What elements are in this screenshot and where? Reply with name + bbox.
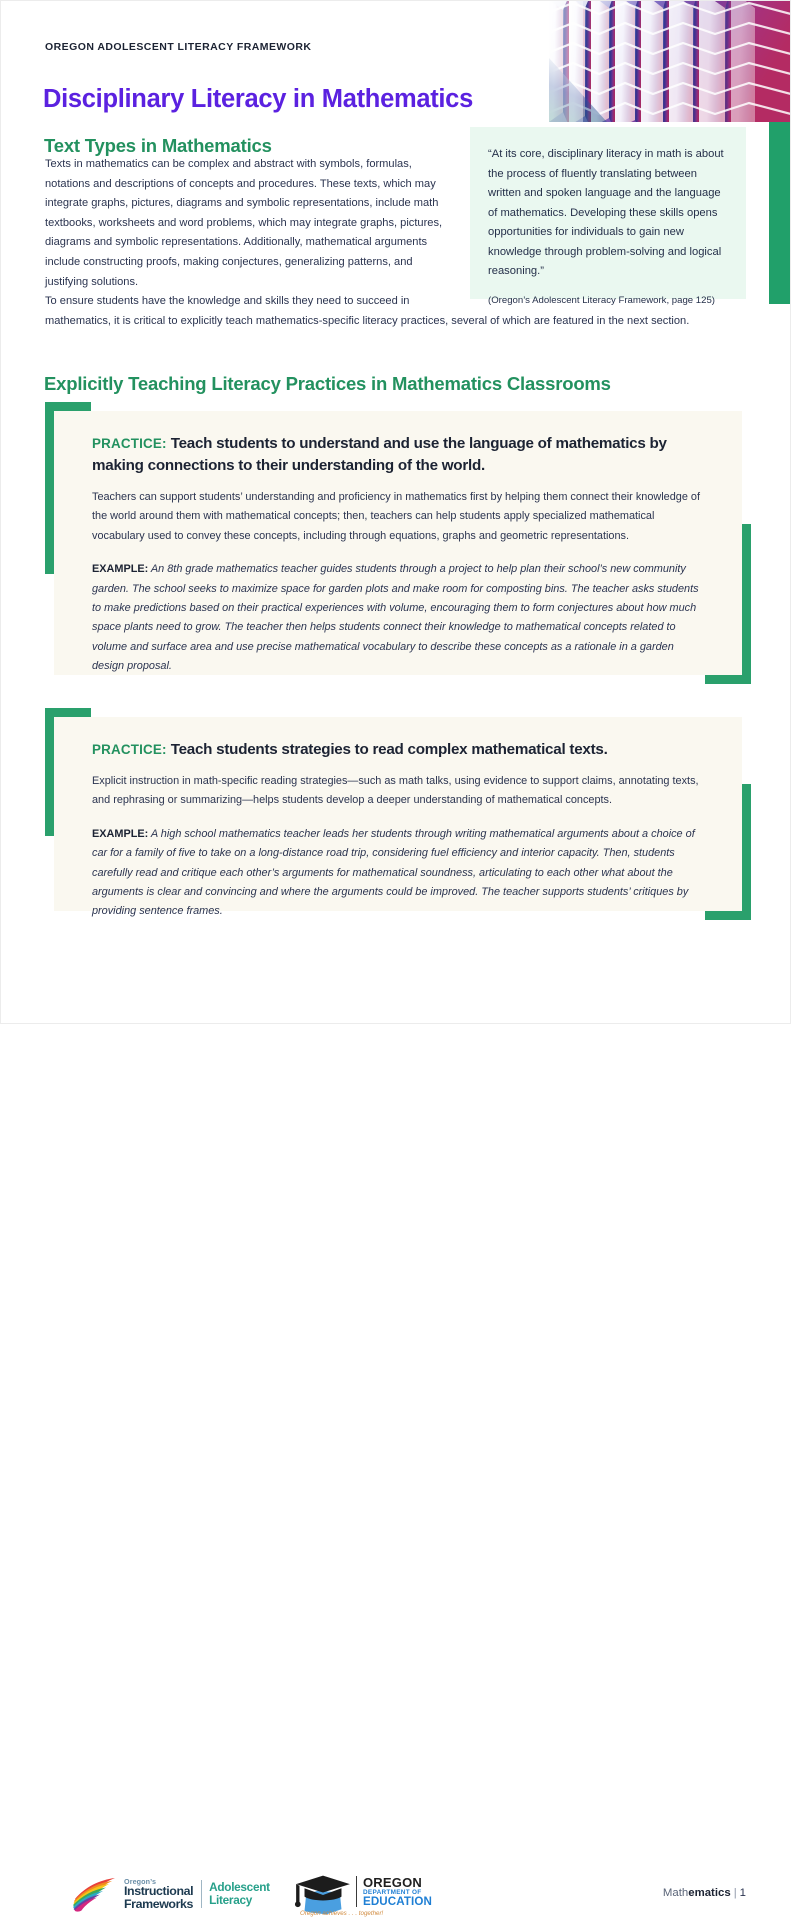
- if-literacy-label: Literacy: [209, 1893, 253, 1907]
- practice-accent-right-cap: [705, 911, 751, 920]
- if-adolescent-label: Adolescent: [209, 1880, 270, 1895]
- practice-description: Explicit instruction in math-specific reading strategies—such as math talks, using evidence to support claims, annotating texts, and rephrasing or summarizing—helps students develop a deeper understanding of mathematical concepts.: [92, 775, 699, 807]
- intro-paragraph-column: [45, 155, 449, 292]
- intro-paragraph-2-rest: mathematics, it is critical to explicitly teach mathematics-specific literacy practices, several of which are featured in the next section.: [45, 314, 690, 327]
- ode-education-label: EDUCATION: [363, 1895, 432, 1909]
- intro-paragraph-2: [45, 292, 751, 331]
- ode-department-label: DEPARTMENT OF: [363, 1888, 422, 1896]
- page-title: Disciplinary Literacy in Mathematics: [43, 85, 473, 114]
- hero-green-accent-bar: [769, 122, 791, 304]
- practice-card: [45, 708, 751, 920]
- practice-card-body: [54, 411, 742, 675]
- page-marker: [663, 1887, 746, 1899]
- page-marker-separator: |: [733, 1887, 737, 1899]
- practice-accent-right: [742, 784, 751, 920]
- adolescent-literacy-wordmark: [209, 1881, 270, 1906]
- document-eyebrow: OREGON ADOLESCENT LITERACY FRAMEWORK: [45, 41, 312, 53]
- practice-title-text: Teach students strategies to read complex mathematical texts.: [170, 741, 608, 758]
- if-instructional-label: Instructional: [124, 1884, 194, 1899]
- example-label: EXAMPLE:: [92, 827, 149, 840]
- logo-divider: [201, 1880, 202, 1908]
- instructional-frameworks-logo: [72, 1876, 270, 1912]
- practice-title: [92, 739, 708, 761]
- page-marker-subject-light: Math: [662, 1887, 689, 1899]
- practice-accent-left-cap: [45, 708, 91, 717]
- practice-description: Teachers can support students’ understanding and proficiency in mathematics first by helping them connect their knowledge of the world around them with mathematical concepts; then, teachers can help students apply specialized mathematical vocabulary used to convey these concepts, including through equations, graphs and geometric representations.: [92, 491, 700, 542]
- page-number: 1: [739, 1887, 746, 1899]
- pull-quote-text: “At its core, disciplinary literacy in math is about the process of fluently translating between written and spoken language and the language of mathematics. Developing these skills opens opportunities for individuals to gain new knowledge through problem-solving and logical reasoning.”: [488, 148, 724, 277]
- pull-quote-card: [470, 127, 746, 306]
- hero-decorative-artwork: [549, 0, 791, 122]
- intro-paragraph-2-lead: To ensure students have the knowledge and skills they need to succeed in: [45, 295, 410, 307]
- practice-example: [92, 560, 708, 676]
- practice-label: PRACTICE:: [92, 436, 167, 451]
- practice-label: PRACTICE:: [92, 742, 167, 757]
- practice-example-text: An 8th grade mathematics teacher guides students through a project to help plan their school’s new community garden. The school seeks to maximize space for garden plots and make room for composting bins. The teacher asks students to make predictions based on their practical experiences with volume, encouraging them to form conjectures about how much space plants need to grow. The teacher then helps students connect their knowledge to mathematical concepts related to volume and surface area and use precise mathematical vocabulary to describe these concepts as a rationale in a garden design proposal.: [92, 563, 699, 673]
- ode-oregon-label: OREGON: [363, 1875, 422, 1890]
- intro-paragraph-wide: [45, 292, 751, 331]
- practice-example: [92, 825, 708, 922]
- page-marker-subject-bold: ematics: [688, 1887, 731, 1899]
- practice-title-text: Teach students to understand and use the language of mathematics by making connections to their understanding of the world.: [92, 435, 667, 474]
- ode-wordmark: [363, 1874, 432, 1909]
- oregon-department-of-education-logo: [292, 1874, 432, 1916]
- practice-accent-right-cap: [705, 675, 751, 684]
- ode-tagline: Oregon achieves . . . together!: [300, 1910, 384, 1917]
- page-footer: [0, 930, 791, 1917]
- example-label: EXAMPLE:: [92, 563, 149, 576]
- practice-accent-left: [45, 708, 54, 836]
- intro-paragraph-1: Texts in mathematics can be complex and abstract with symbols, formulas, notations and descriptions of concepts and procedures. These texts, which may integrate graphs, pictures, diagrams and symbolic representations, include math textbooks, worksheets and word problems, which may integrate graphs, pictures, diagrams and symbolic representations. Additionally, mathematical arguments include constructing proofs, making conjectures, generalizing patterns, and justifying solutions.: [45, 158, 443, 288]
- if-oregons-label: Oregon’s: [124, 1876, 157, 1886]
- pull-quote-citation: (Oregon’s Adolescent Literacy Framework, page 125): [488, 294, 715, 306]
- practice-accent-left: [45, 402, 54, 574]
- practice-example-text: A high school mathematics teacher leads her students through writing mathematical arguments about a choice of car for a family of five to take on a long-distance road trip, considering fuel efficiency and interior capacity. Then, students carefully read and critique each other’s arguments for mathematical soundness, articulating to each other what about the arguments is clear and convincing and where the arguments could be improved. The teacher supports students’ critiques by providing sentence frames.: [92, 827, 695, 918]
- section-heading-practices: Explicitly Teaching Literacy Practices in Mathematics Classrooms: [44, 373, 611, 395]
- instructional-frameworks-wordmark: [124, 1878, 193, 1911]
- practice-title: [92, 433, 708, 477]
- practice-accent-right: [742, 524, 751, 684]
- ode-logo-divider: [356, 1876, 357, 1907]
- feather-swoosh-logo-icon: [72, 1876, 118, 1912]
- practice-accent-left-cap: [45, 402, 91, 411]
- practice-card: [45, 402, 751, 684]
- section-heading-text-types: Text Types in Mathematics: [44, 135, 272, 157]
- practice-card-body: [54, 717, 742, 918]
- if-frameworks-label: Frameworks: [124, 1896, 194, 1911]
